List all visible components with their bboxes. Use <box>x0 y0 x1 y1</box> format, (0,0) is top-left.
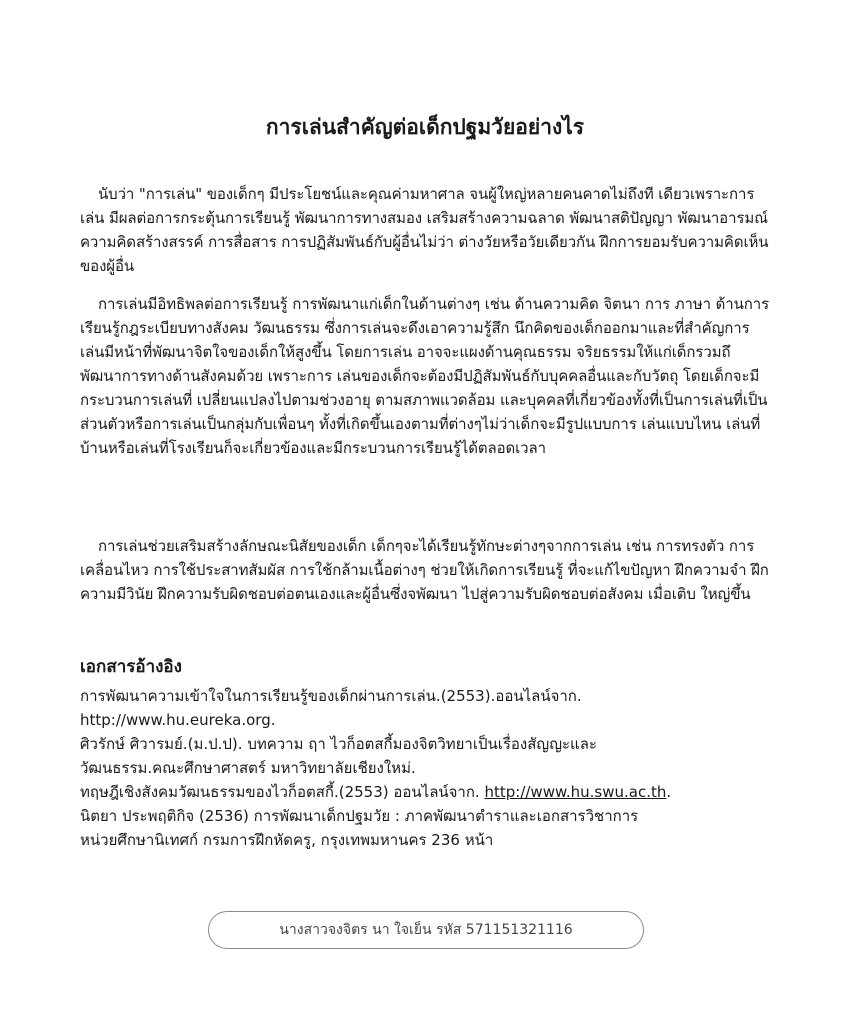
reference-line: การพัฒนาความเข้าใจในการเรียนรู้ของเด็กผ่านการเล่น.(2553).ออนไลน์จาก. <box>80 687 582 705</box>
reference-line-with-link <box>80 780 770 804</box>
reference-line: นิตยา ประพฤติกิจ (2536) การพัฒนาเด็กปฐมวัย : ภาคพัฒนาตำราและเอกสารวิชาการ <box>80 807 639 825</box>
reference-line: วัฒนธรรม.คณะศึกษาศาสตร์ มหาวิทยาลัยเชียงใหม่. <box>80 759 416 777</box>
references-heading: เอกสารอ้างอิง <box>80 657 182 677</box>
reference-link[interactable]: http://www.hu.swu.ac.th <box>484 783 667 801</box>
reference-line: ศิวรักษ์ ศิวารมย์.(ม.ป.ป). บทความ ฤา ไวก็อตสกี้มองจิตวิทยาเป็นเรื่องสัญญะและ <box>80 735 597 753</box>
paragraph-1: นับว่า "การเล่น" ของเด็กๆ มีประโยชน์และคุณค่ามหาศาล จนผู้ใหญ่หลายคนคาดไม่ถึงที เดียวเพราะการเล่น มีผลต่อการกระตุ้นการเรียนรู้ พัฒนาการทางสมอง เสริมสร้างความฉลาด พัฒนาสติปัญญา พัฒนาอารมณ์ ความคิดสร้างสรรค์ การสื่อสาร การปฏิสัมพันธ์กับผู้อื่นไม่ว่า ต่างวัยหรือวัยเดียวกัน ฝึกการยอมรับความคิดเห็นของผู้อื่น <box>80 185 769 275</box>
reference-line: หน่วยศึกษานิเทศก์ กรมการฝึกหัดครู, กรุงเทพมหานคร 236 หน้า <box>80 831 494 849</box>
author-name-id: นางสาวจงจิตร นา ใจเย็น รหัส 571151321116 <box>279 922 573 938</box>
references-list <box>80 684 770 852</box>
paragraph-2: การเล่นมีอิทธิพลต่อการเรียนรู้ การพัฒนาแก่เด็กในด้านต่างๆ เช่น ด้านความคิด จิตนา การ ภาษา ด้านการเรียนรู้กฎระเบียบทางสังคม วัฒนธรรม ซึ่งการเล่นจะดึงเอาความรู้สึก นึกคิดของเด็กออกมาและที่สำคัญการเล่นมีหน้าที่พัฒนาจิตใจของเด็กให้สูงขึ้น โดยการเล่น อาจจะแผงด้านคุณธรรม จริยธรรมให้แก่เด็กรวมถึพัฒนาการทางด้านสังคมด้วย เพราะการ เล่นของเด็กจะต้องมีปฏิสัมพันธ์กับบุคคลอื่นและกับวัตถุ โดยเด็กจะมีกระบวนการเล่นที่ เปลี่ยนแปลงไปตามช่วงอายุ ตามสภาพแวดล้อม และบุคคลที่เกี่ยวข้องทั้งที่เป็นการเล่นที่เป็น ส่วนตัวหรือการเล่นเป็นกลุ่มกับเพื่อนๆ ทั้งที่เกิดขึ้นเองตามที่ต่างๆไม่ว่าเด็กจะมีรูปแบบการ เล่นแบบไหน เล่นที่บ้านหรือเล่นที่โรงเรียนก็จะเกี่ยวข้องและมีกระบวนการเรียนรู้ได้ตลอดเวลา <box>80 295 770 457</box>
page-title: การเล่นสำคัญต่อเด็กปฐมวัยอย่างไร <box>265 115 585 139</box>
reference-line: http://www.hu.eureka.org. <box>80 711 276 729</box>
reference-text: ทฤษฎีเชิงสังคมวัฒนธรรมของไวก็อตสกี้.(2553) ออนไลน์จาก. <box>80 783 485 801</box>
reference-text: . <box>666 783 672 801</box>
paragraph-3: การเล่นช่วยเสริมสร้างลักษณะนิสัยของเด็ก เด็กๆจะได้เรียนรู้ทักษะต่างๆจากการเล่น เช่น การทรงตัว การเคลื่อนไหว การใช้ประสาทสัมผัส การใช้กล้ามเนื้อต่างๆ ช่วยให้เกิดการเรียนรู้ ที่จะแก้ไขปัญหา ฝึกความจำ ฝึกความมีวินัย ฝึกความรับผิดชอบต่อตนเองและผู้อื่นซึ่งจพัฒนา ไปสู่ความรับผิดชอบต่อสังคม เมื่อเติบ ใหญ่ขึ้น <box>80 537 769 603</box>
author-footer-box <box>208 911 644 949</box>
